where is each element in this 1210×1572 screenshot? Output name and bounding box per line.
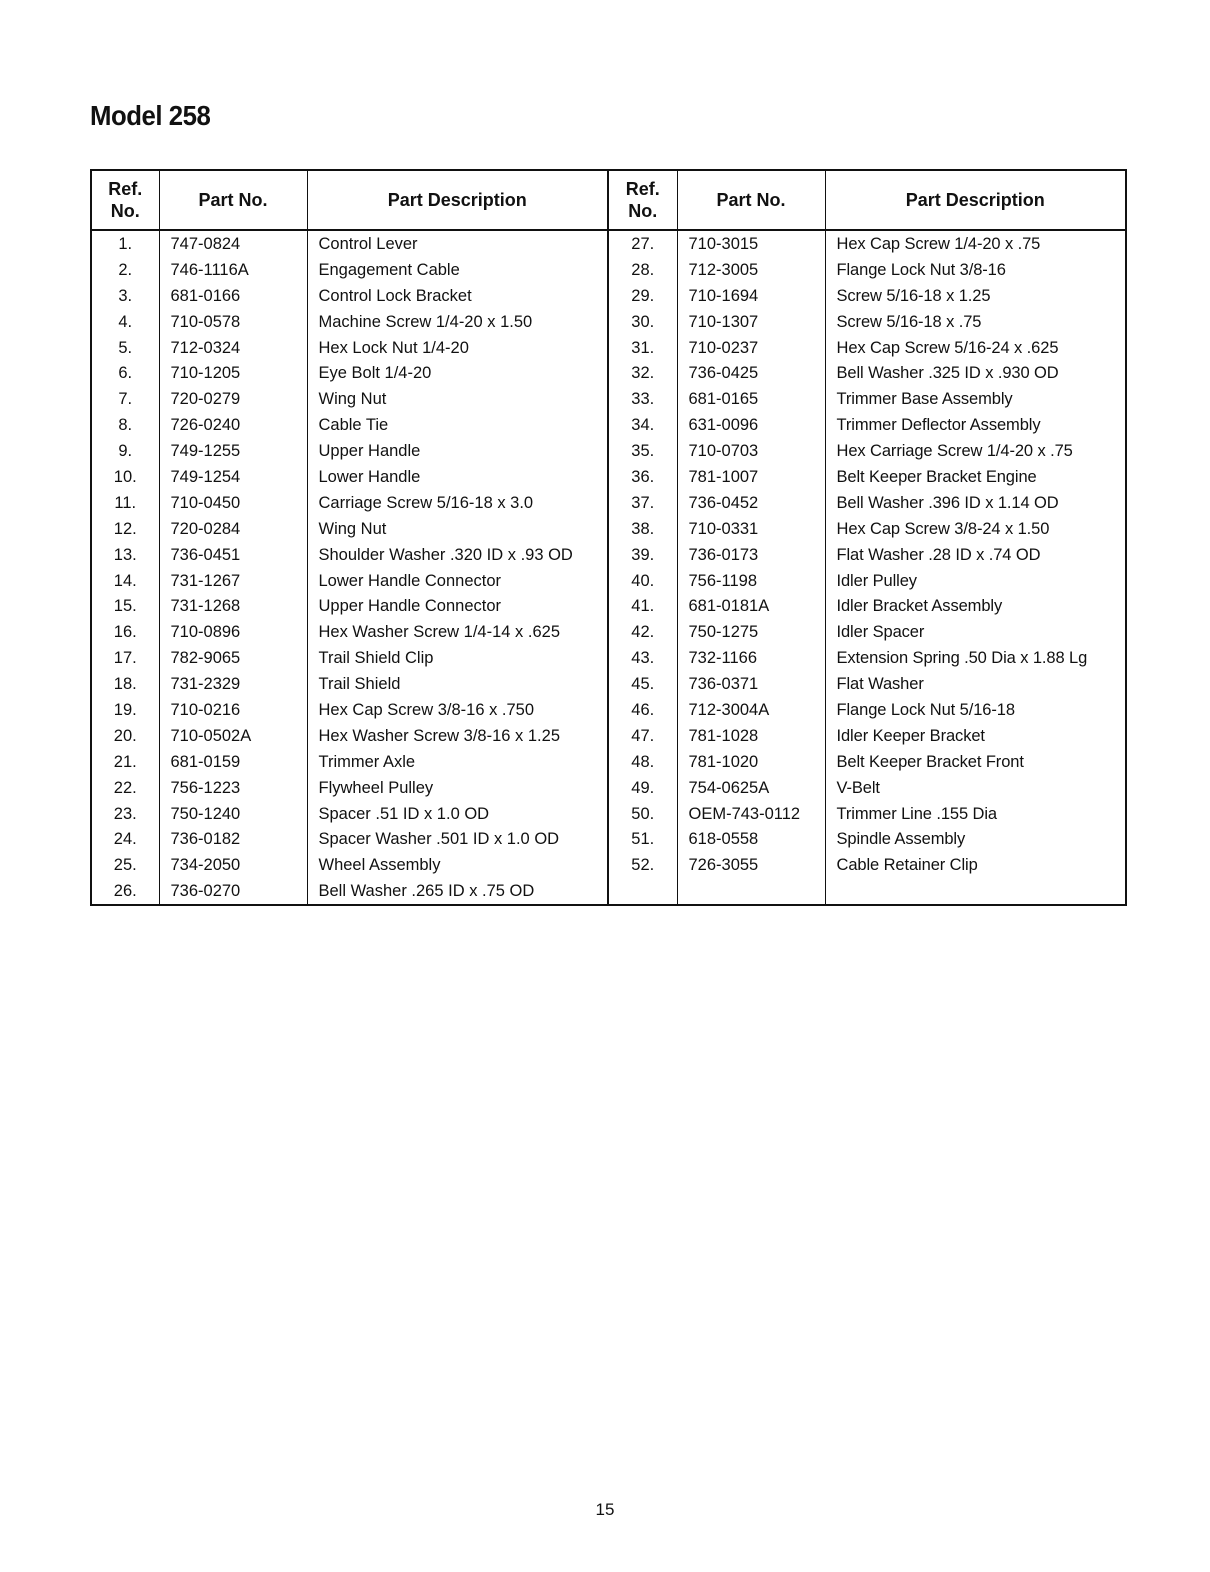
table-row [91, 671, 1126, 697]
left-ref-no-cell: 8. [118, 416, 133, 435]
table-row [91, 645, 1126, 671]
left-part-description-cell: Bell Washer .265 ID x .75 OD [307, 878, 608, 905]
right-part-no-cell: 781-1028 [677, 723, 825, 749]
right-ref-no-cell: 34. [608, 412, 677, 438]
left-part-description-cell: Machine Screw 1/4-20 x 1.50 [307, 309, 608, 335]
right-part-description-cell: Flat Washer .28 ID x .74 OD [825, 542, 1126, 568]
left-part-no-cell: 782-9065 [159, 645, 307, 671]
left-part-no-cell: 734-2050 [159, 852, 307, 878]
table-header-row [91, 170, 1126, 230]
left-part-no-cell: 736-0270 [159, 878, 307, 905]
right-part-description-cell: Trimmer Deflector Assembly [825, 412, 1126, 438]
table-row [91, 283, 1126, 309]
left-part-description-cell: Wing Nut [307, 386, 608, 412]
left-part-no-cell: 720-0284 [159, 516, 307, 542]
header-part-no-right: Part No. [677, 170, 825, 230]
left-part-description-cell: Carriage Screw 5/16-18 x 3.0 [307, 490, 608, 516]
right-part-no-cell: 681-0181A [677, 593, 825, 619]
header-part-no-left: Part No. [159, 170, 307, 230]
left-ref-no-cell: 25. [113, 856, 137, 875]
right-ref-no-cell [608, 878, 677, 905]
left-ref-no-cell: 22. [113, 778, 137, 797]
left-part-no-cell: 736-0451 [159, 542, 307, 568]
left-part-description-cell: Upper Handle [307, 438, 608, 464]
left-ref-no-cell: 7. [118, 390, 133, 409]
left-part-no-cell: 731-2329 [159, 671, 307, 697]
right-part-no-cell: 756-1198 [677, 568, 825, 594]
header-ref-line2: No. [110, 201, 140, 221]
right-part-description-cell: Screw 5/16-18 x 1.25 [825, 283, 1126, 309]
left-ref-no-cell: 4. [118, 312, 133, 331]
left-part-description-cell: Cable Tie [307, 412, 608, 438]
left-part-no-cell: 750-1240 [159, 801, 307, 827]
right-part-no-cell: 681-0165 [677, 386, 825, 412]
right-part-description-cell: Screw 5/16-18 x .75 [825, 309, 1126, 335]
left-part-description-cell: Control Lever [307, 230, 608, 257]
left-ref-no-cell: 12. [113, 519, 137, 538]
parts-table [90, 169, 1127, 906]
header-ref-line1: Ref. [625, 179, 660, 199]
left-ref-no-cell: 18. [113, 675, 137, 694]
left-part-description-cell: Wing Nut [307, 516, 608, 542]
left-ref-no-cell: 15. [113, 597, 137, 616]
table-row [91, 593, 1126, 619]
left-ref-no-cell: 17. [113, 649, 137, 668]
left-part-description-cell: Spacer .51 ID x 1.0 OD [307, 801, 608, 827]
right-part-description-cell: Flange Lock Nut 3/8-16 [825, 257, 1126, 283]
right-part-no-cell: 781-1020 [677, 749, 825, 775]
left-ref-no-cell: 6. [118, 364, 133, 383]
left-ref-no-cell: 24. [113, 830, 137, 849]
left-ref-no-cell: 3. [118, 286, 133, 305]
right-part-no-cell: 710-1694 [677, 283, 825, 309]
right-ref-no-cell: 28. [608, 257, 677, 283]
right-part-description-cell: Belt Keeper Bracket Engine [825, 464, 1126, 490]
table-row [91, 568, 1126, 594]
left-ref-no-cell: 19. [113, 700, 137, 719]
right-ref-no-cell: 47. [608, 723, 677, 749]
right-part-no-cell: 736-0425 [677, 360, 825, 386]
table-row [91, 878, 1126, 905]
right-ref-no-cell: 38. [608, 516, 677, 542]
right-part-description-cell: Spindle Assembly [825, 826, 1126, 852]
right-part-no-cell: 754-0625A [677, 775, 825, 801]
left-part-no-cell: 710-0216 [159, 697, 307, 723]
left-ref-no-cell: 5. [118, 338, 133, 357]
right-ref-no-cell: 42. [608, 619, 677, 645]
left-part-no-cell: 731-1268 [159, 593, 307, 619]
left-ref-no-cell: 20. [113, 726, 137, 745]
right-part-no-cell: 736-0371 [677, 671, 825, 697]
left-part-description-cell: Trimmer Axle [307, 749, 608, 775]
table-row [91, 464, 1126, 490]
right-ref-no-cell: 43. [608, 645, 677, 671]
left-part-no-cell: 710-0896 [159, 619, 307, 645]
left-part-no-cell: 747-0824 [159, 230, 307, 257]
right-part-description-cell: Hex Carriage Screw 1/4-20 x .75 [825, 438, 1126, 464]
table-row [91, 412, 1126, 438]
right-part-description-cell: Hex Cap Screw 5/16-24 x .625 [825, 335, 1126, 361]
right-part-description-cell: Idler Pulley [825, 568, 1126, 594]
right-ref-no-cell: 36. [608, 464, 677, 490]
table-row [91, 360, 1126, 386]
right-part-description-cell: Extension Spring .50 Dia x 1.88 Lg [825, 645, 1126, 671]
left-part-description-cell: Eye Bolt 1/4-20 [307, 360, 608, 386]
left-ref-no-cell: 9. [118, 442, 133, 461]
table-row [91, 309, 1126, 335]
right-part-description-cell: Idler Spacer [825, 619, 1126, 645]
left-part-description-cell: Control Lock Bracket [307, 283, 608, 309]
right-ref-no-cell: 46. [608, 697, 677, 723]
right-part-description-cell: V-Belt [825, 775, 1126, 801]
right-part-no-cell: 781-1007 [677, 464, 825, 490]
left-part-description-cell: Shoulder Washer .320 ID x .93 OD [307, 542, 608, 568]
left-ref-no-cell: 2. [118, 260, 133, 279]
left-part-no-cell: 710-0450 [159, 490, 307, 516]
left-part-no-cell: 710-0502A [159, 723, 307, 749]
right-ref-no-cell: 35. [608, 438, 677, 464]
table-row [91, 386, 1126, 412]
left-part-description-cell: Trail Shield Clip [307, 645, 608, 671]
left-part-description-cell: Hex Cap Screw 3/8-16 x .750 [307, 697, 608, 723]
right-part-no-cell: 618-0558 [677, 826, 825, 852]
right-ref-no-cell: 37. [608, 490, 677, 516]
left-ref-no-cell: 21. [113, 752, 137, 771]
left-part-description-cell: Hex Washer Screw 3/8-16 x 1.25 [307, 723, 608, 749]
left-part-description-cell: Lower Handle [307, 464, 608, 490]
right-ref-no-cell: 27. [608, 230, 677, 257]
right-ref-no-cell: 30. [608, 309, 677, 335]
page-title: Model 258 [90, 100, 211, 131]
right-ref-no-cell: 49. [608, 775, 677, 801]
right-part-no-cell: 710-1307 [677, 309, 825, 335]
left-part-no-cell: 749-1254 [159, 464, 307, 490]
right-part-no-cell: OEM-743-0112 [677, 801, 825, 827]
left-ref-no-cell: 1. [118, 234, 133, 253]
right-part-no-cell: 726-3055 [677, 852, 825, 878]
header-ref-line2: No. [628, 201, 658, 221]
left-part-description-cell: Engagement Cable [307, 257, 608, 283]
table-row [91, 438, 1126, 464]
left-ref-no-cell: 16. [113, 623, 137, 642]
left-part-no-cell: 681-0159 [159, 749, 307, 775]
right-ref-no-cell: 48. [608, 749, 677, 775]
header-part-description-left: Part Description [307, 170, 608, 230]
right-ref-no-cell: 40. [608, 568, 677, 594]
left-part-description-cell: Hex Lock Nut 1/4-20 [307, 335, 608, 361]
right-part-no-cell: 710-0237 [677, 335, 825, 361]
right-part-no-cell: 750-1275 [677, 619, 825, 645]
table-row [91, 775, 1126, 801]
right-ref-no-cell: 45. [608, 671, 677, 697]
left-part-no-cell: 746-1116A [159, 257, 307, 283]
table-row [91, 257, 1126, 283]
right-part-description-cell: Flat Washer [825, 671, 1126, 697]
left-part-description-cell: Lower Handle Connector [307, 568, 608, 594]
table-row [91, 697, 1126, 723]
table-row [91, 516, 1126, 542]
table-row [91, 801, 1126, 827]
table-row [91, 619, 1126, 645]
right-ref-no-cell: 31. [608, 335, 677, 361]
right-part-no-cell: 736-0173 [677, 542, 825, 568]
left-part-description-cell: Spacer Washer .501 ID x 1.0 OD [307, 826, 608, 852]
right-part-no-cell [677, 878, 825, 905]
table-row [91, 230, 1126, 257]
left-part-no-cell: 731-1267 [159, 568, 307, 594]
left-ref-no-cell: 26. [113, 882, 137, 901]
left-part-no-cell: 710-0578 [159, 309, 307, 335]
header-ref-line1: Ref. [108, 179, 143, 199]
left-part-no-cell: 756-1223 [159, 775, 307, 801]
right-part-description-cell: Bell Washer .396 ID x 1.14 OD [825, 490, 1126, 516]
right-part-description-cell: Idler Bracket Assembly [825, 593, 1126, 619]
left-part-no-cell: 681-0166 [159, 283, 307, 309]
left-part-no-cell: 749-1255 [159, 438, 307, 464]
table-row [91, 335, 1126, 361]
right-ref-no-cell: 51. [608, 826, 677, 852]
right-ref-no-cell: 39. [608, 542, 677, 568]
right-part-description-cell: Cable Retainer Clip [825, 852, 1126, 878]
right-part-no-cell: 712-3004A [677, 697, 825, 723]
right-ref-no-cell: 41. [608, 593, 677, 619]
page-number: 15 [595, 1500, 615, 1519]
right-part-description-cell: Idler Keeper Bracket [825, 723, 1126, 749]
left-ref-no-cell: 23. [113, 804, 137, 823]
left-part-no-cell: 720-0279 [159, 386, 307, 412]
right-ref-no-cell: 52. [608, 852, 677, 878]
right-ref-no-cell: 29. [608, 283, 677, 309]
left-part-description-cell: Upper Handle Connector [307, 593, 608, 619]
right-part-description-cell: Hex Cap Screw 1/4-20 x .75 [825, 230, 1126, 257]
left-ref-no-cell: 14. [113, 571, 137, 590]
right-part-description-cell: Trimmer Line .155 Dia [825, 801, 1126, 827]
right-part-no-cell: 732-1166 [677, 645, 825, 671]
header-ref-no-right [608, 170, 677, 230]
right-part-no-cell: 710-0331 [677, 516, 825, 542]
table-row [91, 723, 1126, 749]
right-part-description-cell: Flange Lock Nut 5/16-18 [825, 697, 1126, 723]
table-row [91, 490, 1126, 516]
left-part-description-cell: Trail Shield [307, 671, 608, 697]
left-ref-no-cell: 11. [114, 493, 137, 512]
header-part-description-right: Part Description [825, 170, 1126, 230]
left-ref-no-cell: 13. [113, 545, 137, 564]
left-part-no-cell: 710-1205 [159, 360, 307, 386]
right-part-no-cell: 736-0452 [677, 490, 825, 516]
left-part-description-cell: Flywheel Pulley [307, 775, 608, 801]
right-part-description-cell [825, 878, 1126, 905]
left-part-description-cell: Hex Washer Screw 1/4-14 x .625 [307, 619, 608, 645]
table-row [91, 852, 1126, 878]
left-part-no-cell: 736-0182 [159, 826, 307, 852]
left-part-no-cell: 712-0324 [159, 335, 307, 361]
right-ref-no-cell: 50. [608, 801, 677, 827]
right-part-no-cell: 710-3015 [677, 230, 825, 257]
left-part-description-cell: Wheel Assembly [307, 852, 608, 878]
table-row [91, 542, 1126, 568]
right-part-description-cell: Hex Cap Screw 3/8-24 x 1.50 [825, 516, 1126, 542]
right-part-description-cell: Bell Washer .325 ID x .930 OD [825, 360, 1126, 386]
right-part-no-cell: 631-0096 [677, 412, 825, 438]
left-part-no-cell: 726-0240 [159, 412, 307, 438]
right-ref-no-cell: 32. [608, 360, 677, 386]
table-row [91, 826, 1126, 852]
right-part-no-cell: 710-0703 [677, 438, 825, 464]
header-ref-no-left [91, 170, 159, 230]
table-row [91, 749, 1126, 775]
left-ref-no-cell: 10. [113, 467, 137, 486]
right-ref-no-cell: 33. [608, 386, 677, 412]
right-part-description-cell: Trimmer Base Assembly [825, 386, 1126, 412]
parts-table-body [91, 230, 1126, 905]
right-part-description-cell: Belt Keeper Bracket Front [825, 749, 1126, 775]
right-part-no-cell: 712-3005 [677, 257, 825, 283]
